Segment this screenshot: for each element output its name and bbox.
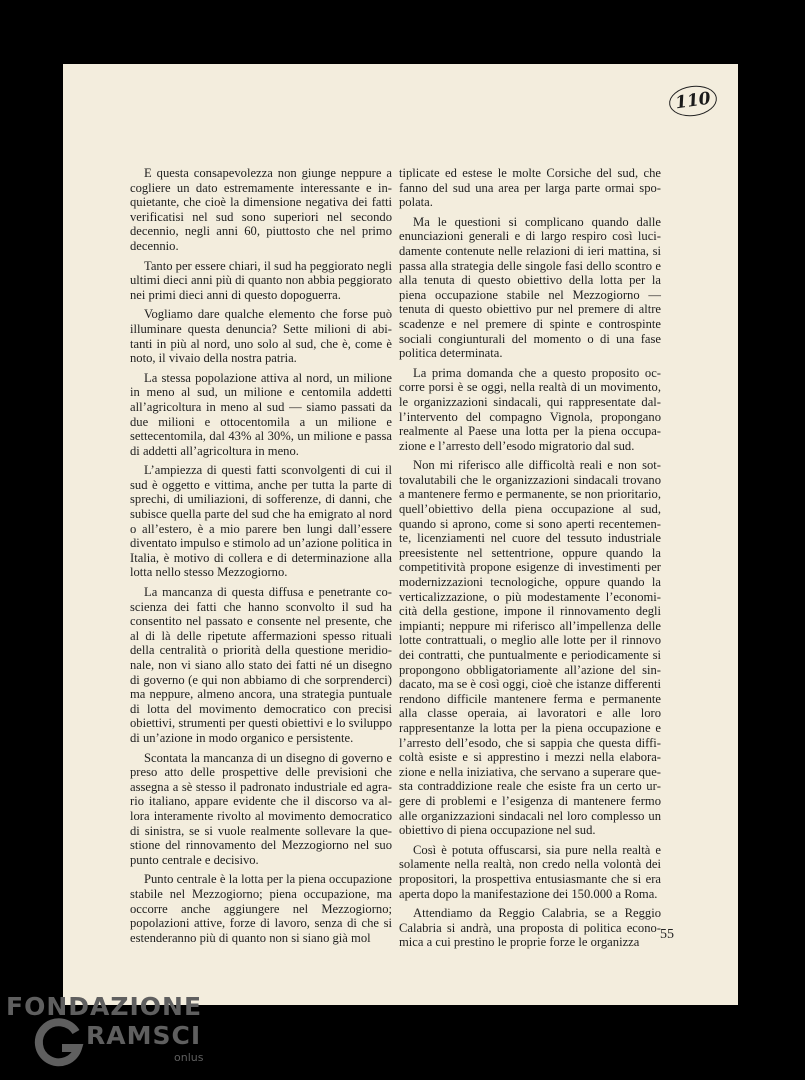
paragraph: E questa consapevolezza non giunge neppure a cogliere un dato estremamente interessante e inquietante, che cioè la dimensione negativa dei fatti verificatisi nel sud sono superiori nel secondo decennio, negli anni 60, piuttosto che nel primo decennio.	[130, 166, 392, 253]
continued-paragraph: tiplicate ed estese le molte Corsiche del sud, che fanno del sud una area per larga parte ormai spopolata.	[399, 166, 661, 210]
watermark-line3: onlus	[174, 1051, 204, 1064]
paragraph: Attendiamo da Reggio Calabria, se a Reggio Calabria si andrà, una proposta di politica economica a cui prestino le proprie forze le organizza	[399, 906, 661, 950]
fondazione-gramsci-watermark	[0, 990, 240, 1080]
archive-page-stamp: 110	[667, 83, 719, 119]
document-page	[63, 64, 738, 1005]
right-text-column	[399, 166, 661, 955]
watermark-line2: RAMSCI	[86, 1021, 202, 1050]
paragraph: Così è potuta offuscarsi, sia pure nella realtà e solamente nella realtà, non credo nella volontà dei propositori, la prospettiva entusiasmante che si era aperta dopo la manifestazione dei 150.000 a Roma.	[399, 842, 661, 901]
watermark-g-logo-icon	[32, 1016, 86, 1070]
paragraph: Ma le questioni si complicano quando dalle enunciazioni generali e di largo respiro così lucidamente contenute nelle relazioni di ieri mattina, si passa alla strategia delle singole fasi dello scontro e alla tenuta di questo obiettivo della lotta per la piena occupazione stabile nel Mezzogiorno — tenuta di questo obiettivo pur nel premere di altre scadenze e nel premere di spinte e controspinte sociali congiunturali del momento o di una fase politica determinata.	[399, 214, 661, 361]
paragraph: La mancanza di questa diffusa e penetrante coscienza dei fatti che hanno sconvolto il sud ha consentito nel passato e consente nel presente, che al di là delle ripetute affermazioni spesso rituali della centralità o priorità della questione meridionale, non vi siano allo stato dei fatti né un disegno di governo (e qui non abbiamo di che sorprenderci) ma neppure, almeno ancora, una strategia puntuale di lotta del movimento democratico con precisi obiettivi, strumenti per questi obiettivi e lo sviluppo di un’azione in modo organico e persistente.	[130, 585, 392, 745]
paragraph: Tanto per essere chiari, il sud ha peggiorato negli ultimi dieci anni più di quanto non abbia peggiorato nei primi dieci anni di questo dopoguerra.	[130, 258, 392, 302]
paragraph: Scontata la mancanza di un disegno di governo e preso atto delle prospettive delle previsioni che assegna a sè stesso il padronato industriale ed agrario italiano, appare evidente che il discorso va allora interamente rivolto al movimento democratico di sinistra, se si vuole realmente sollevare la questione del rinnovamento del Mezzogiorno nel suo punto centrale e decisivo.	[130, 750, 392, 867]
page-number: 55	[660, 927, 674, 942]
paragraph: La stessa popolazione attiva al nord, un milione in meno al sud, un milione e centomila addetti all’agricoltura in meno al sud — siamo passati da due milioni e ottocentomila a un milione e settecentomila, dal 43% al 30%, un milione e passa di addetti all’agricoltura in meno.	[130, 370, 392, 458]
paragraph: La prima domanda che a questo proposito occorre porsi è se oggi, nella realtà di un movimento, le organizzazioni sindacali, qui rappresentate dall’intervento del compagno Vignola, propongano realmente al Paese una lotta per la piena occupazione e l’arresto dell’esodo migratorio dal sud.	[399, 365, 661, 453]
paragraph: Punto centrale è la lotta per la piena occupazione stabile nel Mezzogiorno; piena occupazione, ma occorre anche aggiungere nel Mezzogiorno; popolazioni attive, forze di lavoro, senza di che si estenderanno più di quanto non si siano già mol	[130, 872, 392, 945]
left-text-column	[130, 166, 392, 950]
paragraph: Non mi riferisco alle difficoltà reali e non sottovalutabili che le organizzazioni sindacali trovano a mantenere fermo e permanente, se non prioritario, quell’obiettivo della piena occupazione al sud, quando si aprono, come si sono aperti recentemente, licenziamenti nel cuore del tessuto industriale preesistente nel settentrione, oppure quando la competitività propone esigenze di investimenti per modernizzazioni tecnologiche, oppure quando la verticalizzazione, o più modestamente l’economicità della gestione, impone il rinnovamento degli impianti; neppure mi riferisco all’impellenza delle lotte contrattuali, o meglio alle lotte per il rinnovo dei contratti, che puntualmente e periodicamente si propongono obbligatoriamente all’azione del sindacato, ma se è così oggi, cioè che istanze differenti rendono difficile mantenere ferma e permanente alla classe operaia, ai lavoratori e alle loro rappresentanze la lotta per la piena occupazione e l’arresto dell’esodo, che si sappia che questa difficoltà esiste e si apprestino i mezzi nella elaborazione e nella iniziativa, che servano a superare questa contraddizione reale che esiste fra un certo urgere di problemi e l’esigenza di mantenere fermo alle organizzazioni sindacali nel loro complesso un obiettivo di piena occupazione nel sud.	[399, 458, 661, 838]
paragraph: Vogliamo dare qualche elemento che forse può illuminare questa denuncia? Sette milioni di abitanti in più al nord, uno solo al sud, che è, come è noto, il vivaio della nostra patria.	[130, 307, 392, 366]
paragraph: L’ampiezza di questi fatti sconvolgenti di cui il sud è oggetto e vittima, anche per tutta la parte di sprechi, di umiliazioni, di sofferenze, di danni, che subisce quella parte del sud che ha emigrato al nord o all’estero, è a mio parere ben lungi dall’essere diventato impulso e stimolo ad un’azione politica in Italia, è motivo di collera e di determinazione alla lotta nello stesso Mezzogiorno.	[130, 463, 392, 580]
watermark-line1: FONDAZIONE	[6, 992, 203, 1021]
